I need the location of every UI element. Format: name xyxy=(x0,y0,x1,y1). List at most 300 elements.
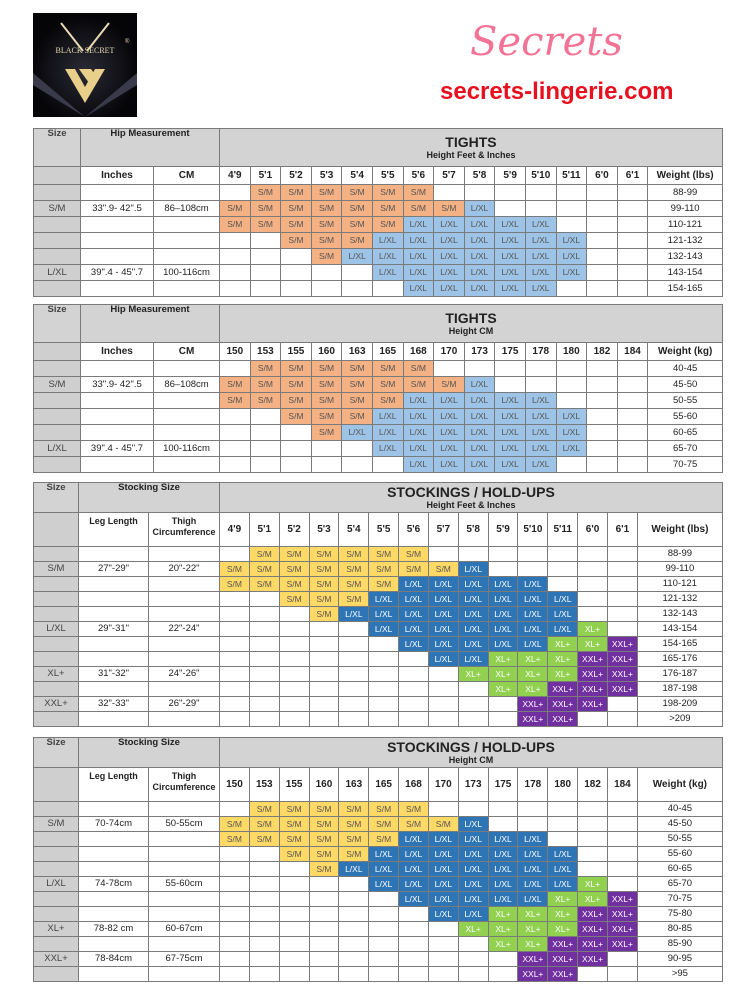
height-header: 170 xyxy=(428,768,458,802)
size-value: L/XL xyxy=(34,877,79,892)
sub-header: Leg Length xyxy=(79,768,149,802)
size-cell: S/M xyxy=(281,217,312,233)
size-cell xyxy=(428,952,458,967)
size-cell: L/XL xyxy=(488,892,518,907)
size-cell: S/M xyxy=(250,217,281,233)
size-cell xyxy=(578,547,608,562)
size-cell xyxy=(369,682,399,697)
size-cell: XL+ xyxy=(518,667,548,682)
size-cell xyxy=(249,952,279,967)
height-header: 5'10 xyxy=(525,167,556,185)
size-cell: XXL+ xyxy=(518,952,548,967)
size-cell: L/XL xyxy=(495,265,526,281)
size-cell xyxy=(607,607,637,622)
weight-value: 50-55 xyxy=(648,393,723,409)
size-cell xyxy=(556,457,587,473)
size-cell xyxy=(525,201,556,217)
measurement-value xyxy=(149,607,220,622)
size-cell xyxy=(587,377,618,393)
weight-value: 75-80 xyxy=(637,907,722,922)
height-header: 5'7 xyxy=(434,167,465,185)
height-header: 165 xyxy=(372,343,403,361)
weight-value: >209 xyxy=(637,712,722,727)
size-cell xyxy=(339,667,369,682)
measurement-value xyxy=(79,652,149,667)
size-cell: S/M xyxy=(369,817,399,832)
chart-title-text: STOCKINGS / HOLD-UPS xyxy=(387,739,555,755)
size-cell xyxy=(458,937,488,952)
size-cell: L/XL xyxy=(518,607,548,622)
measurement-value: 33".9- 42".5 xyxy=(81,377,154,393)
size-cell xyxy=(249,862,279,877)
size-cell xyxy=(249,622,279,637)
size-cell xyxy=(556,217,587,233)
size-cell xyxy=(342,441,373,457)
height-header: 5'3 xyxy=(309,513,339,547)
size-cell: S/M xyxy=(249,817,279,832)
size-cell: S/M xyxy=(311,217,342,233)
measurement-value: 100-116cm xyxy=(154,441,220,457)
size-cell xyxy=(311,281,342,297)
measurement-value xyxy=(149,847,220,862)
table-row xyxy=(34,652,723,667)
table-row xyxy=(34,637,723,652)
chart-title xyxy=(220,305,723,343)
table-row xyxy=(34,817,723,832)
size-cell: L/XL xyxy=(428,577,458,592)
height-header: 6'0 xyxy=(587,167,618,185)
height-header: 5'9 xyxy=(488,513,518,547)
table-row xyxy=(34,802,723,817)
measurement-value xyxy=(149,937,220,952)
table-row xyxy=(34,201,723,217)
weight-header: Weight (kg) xyxy=(637,768,722,802)
size-value xyxy=(34,217,81,233)
size-cell xyxy=(249,607,279,622)
size-cell: S/M xyxy=(309,832,339,847)
weight-value: 88-99 xyxy=(637,547,722,562)
size-cell: L/XL xyxy=(488,637,518,652)
measurement-value xyxy=(154,361,220,377)
size-cell: XXL+ xyxy=(548,712,578,727)
size-cell xyxy=(607,877,637,892)
weight-value: 55-60 xyxy=(648,409,723,425)
size-cell: L/XL xyxy=(556,233,587,249)
size-cell: XL+ xyxy=(488,652,518,667)
size-cell xyxy=(488,952,518,967)
size-cell xyxy=(488,547,518,562)
size-cell xyxy=(617,393,648,409)
chart-title xyxy=(220,483,723,513)
size-cell: L/XL xyxy=(458,877,488,892)
height-header: 170 xyxy=(434,343,465,361)
weight-value: 70-75 xyxy=(648,457,723,473)
size-cell xyxy=(495,361,526,377)
size-cell: L/XL xyxy=(518,892,548,907)
size-cell xyxy=(279,637,309,652)
weight-value: 65-70 xyxy=(648,441,723,457)
size-cell xyxy=(249,697,279,712)
size-value xyxy=(34,592,79,607)
size-cell: L/XL xyxy=(525,393,556,409)
size-cell xyxy=(369,637,399,652)
size-value xyxy=(34,682,79,697)
measurement-value xyxy=(149,832,220,847)
size-cell: L/XL xyxy=(372,249,403,265)
size-cell xyxy=(607,817,637,832)
table-row xyxy=(34,937,723,952)
weight-value: 50-55 xyxy=(637,832,722,847)
size-cell: L/XL xyxy=(428,892,458,907)
size-cell: L/XL xyxy=(518,577,548,592)
size-cell xyxy=(607,802,637,817)
measurement-value xyxy=(81,425,154,441)
size-cell: L/XL xyxy=(428,862,458,877)
weight-value: 176-187 xyxy=(637,667,722,682)
size-column xyxy=(34,167,81,185)
size-cell: XXL+ xyxy=(548,697,578,712)
size-value: L/XL xyxy=(34,622,79,637)
table-row xyxy=(34,409,723,425)
measurement-value xyxy=(154,281,220,297)
size-cell: L/XL xyxy=(488,877,518,892)
size-column xyxy=(34,768,79,802)
size-cell: S/M xyxy=(369,802,399,817)
size-value xyxy=(34,607,79,622)
size-cell xyxy=(279,667,309,682)
table-row xyxy=(34,907,723,922)
size-cell xyxy=(458,952,488,967)
measurement-value xyxy=(79,832,149,847)
size-cell: L/XL xyxy=(548,862,578,877)
size-value xyxy=(34,281,81,297)
size-cell: S/M xyxy=(220,217,251,233)
weight-value: 198-209 xyxy=(637,697,722,712)
weight-value: 143-154 xyxy=(637,622,722,637)
height-header: 5'4 xyxy=(339,513,369,547)
size-cell xyxy=(279,892,309,907)
size-value xyxy=(34,409,81,425)
size-cell xyxy=(309,697,339,712)
size-cell: S/M xyxy=(339,592,369,607)
size-value: XL+ xyxy=(34,667,79,682)
measurement-value xyxy=(149,907,220,922)
size-cell: S/M xyxy=(311,393,342,409)
size-cell xyxy=(249,907,279,922)
size-value xyxy=(34,185,81,201)
size-cell xyxy=(587,393,618,409)
table-row xyxy=(34,377,723,393)
measurement-value: 26"-29" xyxy=(149,697,220,712)
measurement-value xyxy=(149,712,220,727)
size-cell xyxy=(587,281,618,297)
svg-text:®: ® xyxy=(125,39,130,45)
size-cell xyxy=(578,562,608,577)
size-cell xyxy=(578,577,608,592)
size-cell xyxy=(518,817,548,832)
size-cell xyxy=(399,967,429,982)
size-cell: S/M xyxy=(428,562,458,577)
size-cell: L/XL xyxy=(525,441,556,457)
height-header: 150 xyxy=(220,343,251,361)
size-cell xyxy=(458,697,488,712)
height-header: 5'6 xyxy=(403,167,434,185)
svg-text:BLACK SECRET: BLACK SECRET xyxy=(55,46,115,55)
size-value xyxy=(34,937,79,952)
size-cell xyxy=(434,185,465,201)
size-value: L/XL xyxy=(34,441,81,457)
size-cell xyxy=(220,249,251,265)
size-cell xyxy=(220,233,251,249)
size-cell xyxy=(311,441,342,457)
size-cell: XXL+ xyxy=(607,682,637,697)
size-cell xyxy=(311,457,342,473)
size-cell: L/XL xyxy=(399,577,429,592)
size-cell: S/M xyxy=(249,547,279,562)
size-cell xyxy=(342,281,373,297)
size-cell: L/XL xyxy=(525,409,556,425)
size-cell: L/XL xyxy=(458,577,488,592)
size-cell: L/XL xyxy=(488,622,518,637)
size-cell: L/XL xyxy=(495,233,526,249)
size-cell: L/XL xyxy=(369,622,399,637)
size-cell xyxy=(369,667,399,682)
measurement-value xyxy=(79,682,149,697)
size-cell: L/XL xyxy=(464,265,495,281)
size-cell: L/XL xyxy=(372,425,403,441)
size-value xyxy=(34,847,79,862)
table-row xyxy=(34,281,723,297)
size-cell: L/XL xyxy=(339,862,369,877)
size-cell: L/XL xyxy=(488,607,518,622)
size-cell xyxy=(617,233,648,249)
table-row xyxy=(34,547,723,562)
height-header: 160 xyxy=(309,768,339,802)
measurement-value: 78-82 cm xyxy=(79,922,149,937)
table-row xyxy=(34,862,723,877)
size-cell: XL+ xyxy=(518,682,548,697)
size-cell: S/M xyxy=(342,361,373,377)
size-cell xyxy=(220,607,250,622)
size-cell xyxy=(249,637,279,652)
size-cell: XXL+ xyxy=(518,697,548,712)
size-cell: XXL+ xyxy=(607,937,637,952)
size-cell xyxy=(556,185,587,201)
height-header: 5'5 xyxy=(372,167,403,185)
size-cell: S/M xyxy=(281,201,312,217)
size-cell xyxy=(607,832,637,847)
size-cell: L/XL xyxy=(434,457,465,473)
size-cell xyxy=(250,265,281,281)
size-cell xyxy=(399,667,429,682)
size-cell xyxy=(587,233,618,249)
size-charts xyxy=(33,128,722,982)
size-cell xyxy=(607,712,637,727)
height-header: 175 xyxy=(488,768,518,802)
size-cell xyxy=(279,622,309,637)
height-header: 5'11 xyxy=(548,513,578,547)
weight-value: 45-50 xyxy=(648,377,723,393)
size-cell xyxy=(309,892,339,907)
measurement-value xyxy=(154,185,220,201)
size-cell: XL+ xyxy=(518,937,548,952)
size-cell: XL+ xyxy=(488,667,518,682)
size-cell xyxy=(428,547,458,562)
size-cell: S/M xyxy=(428,817,458,832)
size-cell: L/XL xyxy=(372,409,403,425)
size-cell: S/M xyxy=(399,802,429,817)
size-cell: XL+ xyxy=(518,922,548,937)
height-header: 184 xyxy=(617,343,648,361)
size-cell: L/XL xyxy=(434,217,465,233)
measurement-value xyxy=(149,892,220,907)
size-cell xyxy=(587,425,618,441)
table-row xyxy=(34,425,723,441)
size-cell: S/M xyxy=(434,201,465,217)
size-cell: L/XL xyxy=(399,607,429,622)
size-cell: S/M xyxy=(339,847,369,862)
size-cell: XXL+ xyxy=(578,952,608,967)
height-header: 6'1 xyxy=(607,513,637,547)
height-header: 5'8 xyxy=(458,513,488,547)
size-value xyxy=(34,233,81,249)
weight-value: 121-132 xyxy=(637,592,722,607)
size-cell: L/XL xyxy=(434,233,465,249)
size-cell xyxy=(281,457,312,473)
size-cell xyxy=(428,712,458,727)
size-cell: S/M xyxy=(309,592,339,607)
size-cell: L/XL xyxy=(525,281,556,297)
size-cell: S/M xyxy=(311,377,342,393)
measurement-value xyxy=(154,425,220,441)
size-cell: XXL+ xyxy=(607,907,637,922)
measurement-value xyxy=(149,862,220,877)
size-cell: S/M xyxy=(434,377,465,393)
size-cell xyxy=(220,877,250,892)
table-row xyxy=(34,607,723,622)
size-value: S/M xyxy=(34,201,81,217)
size-cell: S/M xyxy=(250,201,281,217)
size-cell: XL+ xyxy=(458,667,488,682)
size-cell: L/XL xyxy=(369,607,399,622)
size-value: XXL+ xyxy=(34,952,79,967)
size-chart-stockings-2 xyxy=(33,482,723,727)
size-cell: L/XL xyxy=(458,607,488,622)
size-cell xyxy=(587,249,618,265)
height-header: 5'4 xyxy=(342,167,373,185)
size-cell: S/M xyxy=(281,409,312,425)
size-cell xyxy=(518,562,548,577)
size-cell xyxy=(548,817,578,832)
size-cell xyxy=(339,922,369,937)
size-cell: S/M xyxy=(311,409,342,425)
size-cell xyxy=(607,622,637,637)
size-cell xyxy=(220,637,250,652)
size-cell xyxy=(249,892,279,907)
size-cell xyxy=(249,667,279,682)
weight-value: 99-110 xyxy=(648,201,723,217)
measurement-value xyxy=(79,937,149,952)
size-cell xyxy=(220,361,251,377)
size-cell xyxy=(279,712,309,727)
size-cell: S/M xyxy=(220,393,251,409)
size-cell: L/XL xyxy=(525,457,556,473)
size-value: S/M xyxy=(34,377,81,393)
size-cell xyxy=(250,441,281,457)
size-cell: S/M xyxy=(279,547,309,562)
size-cell: L/XL xyxy=(464,441,495,457)
size-cell xyxy=(339,712,369,727)
size-cell: L/XL xyxy=(372,265,403,281)
size-cell xyxy=(369,937,399,952)
size-cell xyxy=(458,802,488,817)
measurement-value: 55-60cm xyxy=(149,877,220,892)
size-cell: S/M xyxy=(281,377,312,393)
size-cell xyxy=(309,967,339,982)
size-cell xyxy=(249,652,279,667)
size-cell: L/XL xyxy=(403,233,434,249)
size-cell: L/XL xyxy=(458,622,488,637)
measurement-value: 74-78cm xyxy=(79,877,149,892)
size-cell xyxy=(279,922,309,937)
weight-value: 154-165 xyxy=(648,281,723,297)
size-cell xyxy=(220,697,250,712)
size-cell xyxy=(309,622,339,637)
measurement-value: 29"-31" xyxy=(79,622,149,637)
measurement-value: 86–108cm xyxy=(154,377,220,393)
size-cell xyxy=(309,952,339,967)
size-cell: S/M xyxy=(309,802,339,817)
size-cell: L/XL xyxy=(458,652,488,667)
size-cell xyxy=(220,265,251,281)
size-cell: L/XL xyxy=(488,832,518,847)
height-header: 178 xyxy=(518,768,548,802)
size-cell: L/XL xyxy=(399,622,429,637)
size-cell xyxy=(587,265,618,281)
size-cell xyxy=(488,697,518,712)
size-cell: L/XL xyxy=(458,817,488,832)
size-cell: S/M xyxy=(372,201,403,217)
size-cell: L/XL xyxy=(428,832,458,847)
size-value xyxy=(34,393,81,409)
measurement-value xyxy=(81,393,154,409)
size-cell: XXL+ xyxy=(578,937,608,952)
size-cell: XL+ xyxy=(488,907,518,922)
size-cell xyxy=(617,425,648,441)
measurement-value: 31"-32" xyxy=(79,667,149,682)
measurement-value xyxy=(79,547,149,562)
size-cell: L/XL xyxy=(403,441,434,457)
size-cell xyxy=(488,802,518,817)
height-header: 5'1 xyxy=(250,167,281,185)
size-cell xyxy=(220,457,251,473)
size-cell xyxy=(342,457,373,473)
chart-subtitle: Height Feet & Inches xyxy=(426,500,516,510)
size-cell: L/XL xyxy=(458,862,488,877)
size-cell: L/XL xyxy=(434,281,465,297)
size-cell: S/M xyxy=(220,377,251,393)
size-cell xyxy=(607,952,637,967)
height-header: 153 xyxy=(249,768,279,802)
size-cell: L/XL xyxy=(525,217,556,233)
height-header: 5'2 xyxy=(281,167,312,185)
size-cell xyxy=(339,652,369,667)
size-cell: L/XL xyxy=(458,907,488,922)
table-row xyxy=(34,361,723,377)
weight-value: 40-45 xyxy=(648,361,723,377)
brand-logo xyxy=(33,13,137,117)
size-value: L/XL xyxy=(34,265,81,281)
